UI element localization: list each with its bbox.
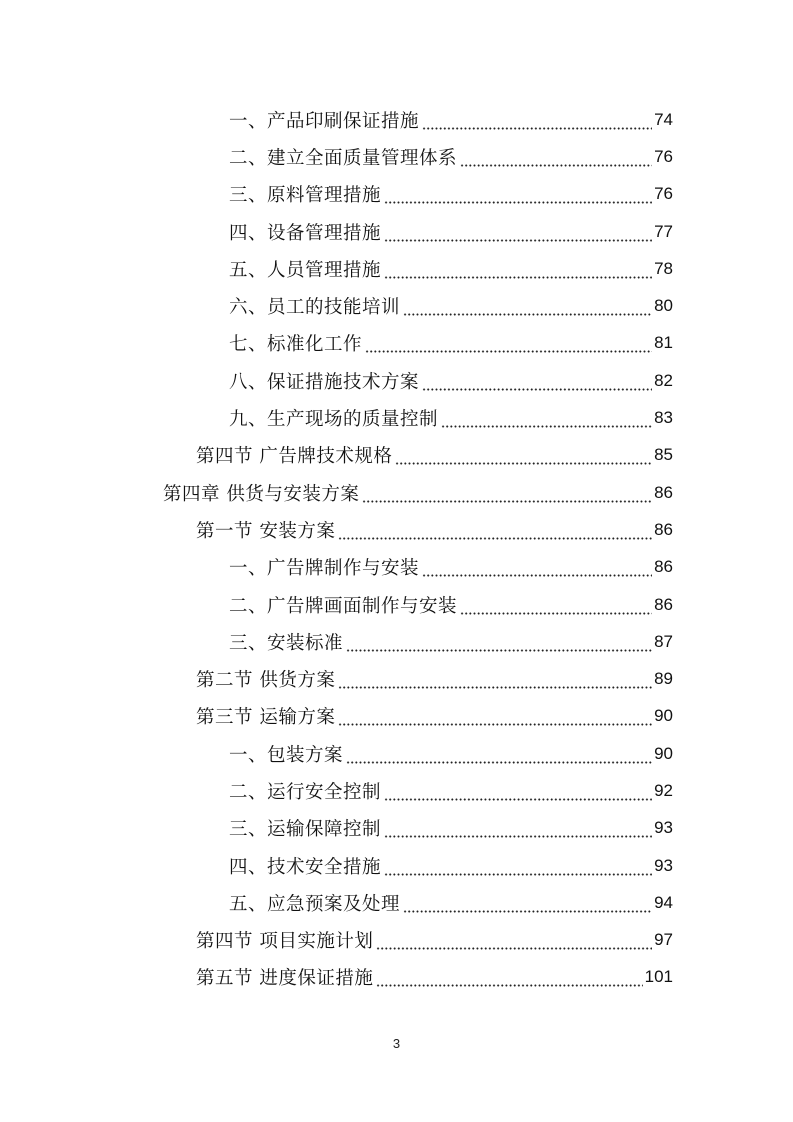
page-number: 3 [392, 1036, 401, 1051]
dot-leader [384, 186, 652, 204]
toc-entry-page: 97 [654, 930, 673, 950]
dot-leader [384, 783, 652, 801]
dot-leader [362, 485, 652, 503]
toc-entry-title: 二、建立全面质量管理体系 [229, 147, 458, 169]
toc-entry[interactable] [0, 623, 793, 660]
dot-leader [338, 708, 652, 726]
toc-entry[interactable] [0, 250, 793, 287]
toc-entry-title: 第四节 项目实施计划 [196, 931, 374, 953]
toc-entry-page: 76 [654, 184, 673, 204]
toc-entry-page: 86 [654, 519, 673, 539]
toc-entry-title: 七、标准化工作 [229, 334, 363, 356]
toc-entry[interactable] [0, 959, 793, 996]
toc-entry-title: 二、广告牌画面制作与安装 [229, 595, 458, 617]
dot-leader [422, 559, 652, 577]
toc-entry[interactable] [0, 884, 793, 921]
toc-entry-title: 第四章 供货与安装方案 [163, 483, 360, 505]
dot-leader [338, 671, 652, 689]
toc-entry-page: 93 [654, 855, 673, 875]
toc-entry-title: 九、生产现场的质量控制 [229, 409, 439, 431]
toc-entry[interactable] [0, 287, 793, 324]
toc-entry-title: 八、保证措施技术方案 [229, 371, 420, 393]
dot-leader [384, 820, 652, 838]
toc-entry-page: 87 [654, 631, 673, 651]
toc-entry[interactable] [0, 399, 793, 436]
toc-entry-page: 80 [654, 296, 673, 316]
dot-leader [460, 597, 652, 615]
toc-entry-title: 第一节 安装方案 [196, 520, 336, 542]
toc-entry-page: 83 [654, 408, 673, 428]
dot-leader [365, 335, 652, 353]
toc-entry-title: 六、员工的技能培训 [229, 297, 401, 319]
toc-entry[interactable] [0, 586, 793, 623]
dot-leader [346, 634, 652, 652]
toc-entry-page: 90 [654, 743, 673, 763]
toc-entry-title: 三、运输保障控制 [229, 819, 382, 841]
dot-leader [346, 746, 652, 764]
toc-entry[interactable] [0, 549, 793, 586]
dot-leader [395, 447, 652, 465]
toc-entry-title: 第三节 运输方案 [196, 707, 336, 729]
toc-entry-title: 五、应急预案及处理 [229, 893, 401, 915]
toc-entry[interactable] [0, 772, 793, 809]
toc-entry[interactable] [0, 660, 793, 697]
toc-entry-title: 一、广告牌制作与安装 [229, 558, 420, 580]
toc-entry-page: 78 [654, 258, 673, 278]
toc-entry-title: 三、安装标准 [229, 632, 344, 654]
toc-entry-title: 二、运行安全控制 [229, 781, 382, 803]
toc-entry-page: 82 [654, 370, 673, 390]
toc-entry-page: 81 [654, 333, 673, 353]
toc-entry[interactable] [0, 698, 793, 735]
dot-leader [422, 112, 652, 130]
toc-entry-page: 93 [654, 818, 673, 838]
toc-entry-page: 101 [644, 967, 673, 987]
toc-entry-title: 一、包装方案 [229, 744, 344, 766]
toc-entry[interactable] [0, 847, 793, 884]
dot-leader [338, 522, 652, 540]
dot-leader [441, 410, 652, 428]
toc-entry-title: 第五节 进度保证措施 [196, 968, 374, 990]
toc-entry[interactable] [0, 437, 793, 474]
toc-entry-page: 86 [654, 557, 673, 577]
toc-entry[interactable] [0, 325, 793, 362]
toc-entry-page: 89 [654, 669, 673, 689]
toc-entry-title: 第二节 供货方案 [196, 670, 336, 692]
dot-leader [422, 373, 652, 391]
toc-entry[interactable] [0, 362, 793, 399]
dot-leader [384, 858, 652, 876]
dot-leader [403, 895, 652, 913]
dot-leader [403, 298, 652, 316]
toc-entry-page: 85 [654, 445, 673, 465]
dot-leader [384, 224, 652, 242]
toc-entry-page: 76 [654, 146, 673, 166]
toc-entry-page: 86 [654, 482, 673, 502]
toc-entry-page: 86 [654, 594, 673, 614]
toc-entry-page: 77 [654, 221, 673, 241]
dot-leader [376, 932, 652, 950]
toc-entry-title: 四、技术安全措施 [229, 856, 382, 878]
toc-entry-page: 74 [654, 109, 673, 129]
toc-entry[interactable] [0, 922, 793, 959]
toc-entry[interactable] [0, 511, 793, 548]
toc-entry-title: 一、产品印刷保证措施 [229, 110, 420, 132]
toc-entry[interactable] [0, 138, 793, 175]
toc-entry[interactable] [0, 810, 793, 847]
toc-entry[interactable] [0, 474, 793, 511]
dot-leader [460, 149, 652, 167]
table-of-contents [0, 101, 793, 996]
toc-entry[interactable] [0, 176, 793, 213]
toc-entry-title: 五、人员管理措施 [229, 259, 382, 281]
toc-entry[interactable] [0, 101, 793, 138]
toc-entry[interactable] [0, 735, 793, 772]
toc-entry[interactable] [0, 213, 793, 250]
dot-leader [376, 969, 642, 987]
toc-entry-title: 第四节 广告牌技术规格 [196, 446, 393, 468]
toc-entry-title: 四、设备管理措施 [229, 222, 382, 244]
toc-entry-page: 90 [654, 706, 673, 726]
dot-leader [384, 261, 652, 279]
toc-entry-page: 94 [654, 892, 673, 912]
toc-entry-page: 92 [654, 780, 673, 800]
toc-entry-title: 三、原料管理措施 [229, 185, 382, 207]
